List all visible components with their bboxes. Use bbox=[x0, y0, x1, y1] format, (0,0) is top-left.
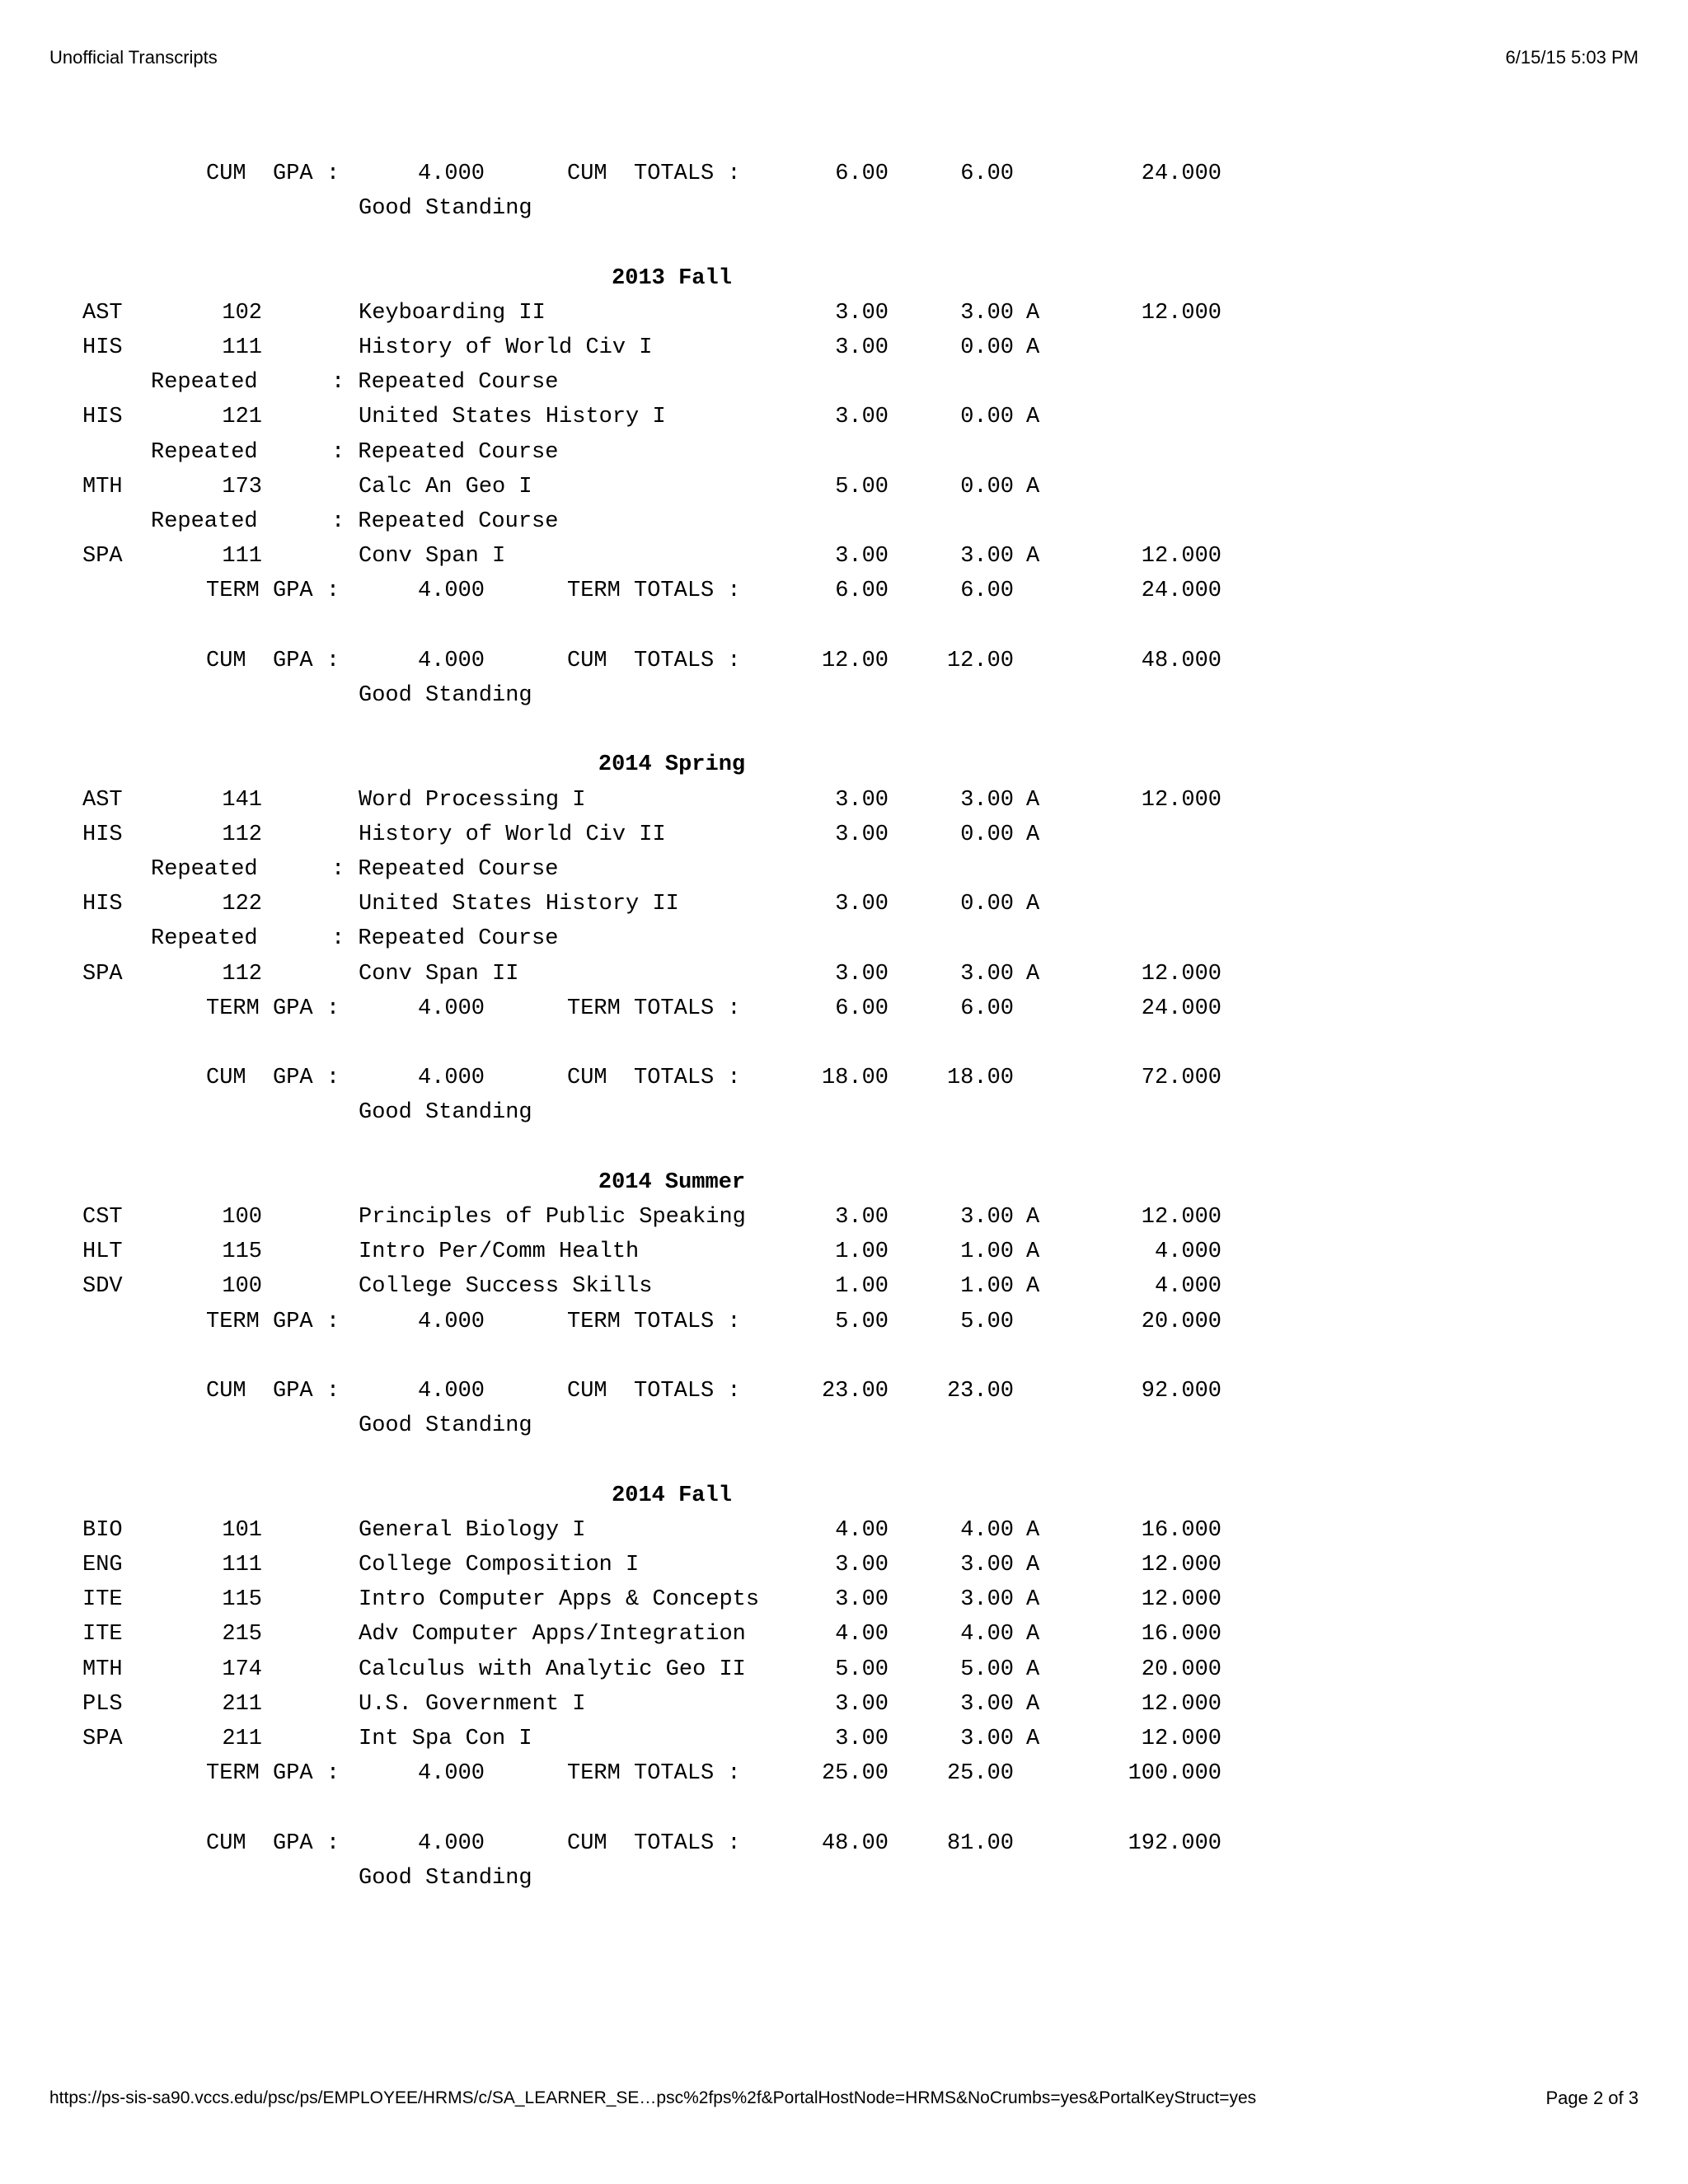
course-subject: ENG bbox=[82, 1553, 123, 1577]
course-subject: AST bbox=[82, 787, 123, 813]
course-subject: ITE bbox=[82, 1587, 123, 1613]
course-number: 101 bbox=[222, 1517, 262, 1543]
term-totals-row bbox=[0, 991, 1688, 1026]
course-attempted: 3.00 bbox=[835, 335, 889, 360]
course-number: 121 bbox=[222, 405, 262, 430]
blank-line bbox=[0, 713, 1688, 748]
term-heading bbox=[0, 261, 1688, 296]
cum-gpa-label: CUM GPA : bbox=[206, 648, 340, 673]
course-subject: BIO bbox=[82, 1517, 123, 1543]
course-subject: HLT bbox=[82, 1240, 123, 1265]
course-attempted: 3.00 bbox=[835, 544, 889, 569]
term-name: 2014 Summer bbox=[598, 1169, 746, 1195]
repeated-note bbox=[0, 365, 1688, 400]
course-row bbox=[0, 783, 1688, 818]
course-row bbox=[0, 296, 1688, 330]
academic-standing: Good Standing bbox=[359, 1413, 532, 1439]
course-title: Word Processing I bbox=[359, 787, 586, 813]
course-grade: A bbox=[1026, 1587, 1040, 1613]
course-points: 12.000 bbox=[1141, 1727, 1221, 1751]
course-grade: A bbox=[1026, 892, 1040, 917]
cum-earned: 18.00 bbox=[946, 1066, 1014, 1091]
course-subject: HIS bbox=[82, 405, 123, 430]
academic-standing-row bbox=[0, 1861, 1688, 1896]
course-grade: A bbox=[1026, 544, 1040, 569]
course-earned: 3.00 bbox=[960, 1691, 1014, 1717]
cum-points: 24.000 bbox=[1141, 162, 1221, 186]
cumulative-totals-row bbox=[0, 1374, 1688, 1408]
course-row bbox=[0, 1687, 1688, 1722]
blank-line bbox=[0, 1791, 1688, 1825]
course-row bbox=[0, 1548, 1688, 1582]
course-number: 112 bbox=[222, 961, 262, 987]
course-number: 141 bbox=[222, 787, 262, 813]
term-totals-label: TERM TOTALS : bbox=[567, 1309, 741, 1334]
course-title: Principles of Public Speaking bbox=[359, 1205, 746, 1230]
course-row bbox=[0, 887, 1688, 921]
term-attempted: 25.00 bbox=[821, 1761, 889, 1787]
term-totals-row bbox=[0, 574, 1688, 608]
cum-attempted: 48.00 bbox=[821, 1830, 889, 1856]
page-header-title: Unofficial Transcripts bbox=[49, 47, 218, 68]
course-grade: A bbox=[1026, 1274, 1040, 1300]
repeated-note bbox=[0, 435, 1688, 470]
term-gpa-value: 4.000 bbox=[417, 1309, 485, 1334]
course-row bbox=[0, 818, 1688, 852]
term-attempted: 6.00 bbox=[835, 579, 889, 604]
course-attempted: 3.00 bbox=[835, 300, 889, 326]
course-grade: A bbox=[1026, 787, 1040, 813]
course-subject: SPA bbox=[82, 961, 123, 987]
cum-gpa-value: 4.000 bbox=[417, 648, 485, 673]
cum-earned: 12.00 bbox=[946, 648, 1014, 673]
cumulative-totals-row bbox=[0, 1826, 1688, 1861]
page-footer-page-number: Page 2 of 3 bbox=[1545, 2088, 1639, 2108]
course-earned: 1.00 bbox=[960, 1274, 1014, 1300]
cumulative-totals-row bbox=[0, 644, 1688, 678]
blank-line bbox=[0, 1339, 1688, 1374]
course-earned: 3.00 bbox=[960, 1587, 1014, 1613]
course-subject: MTH bbox=[82, 474, 123, 499]
course-points: 12.000 bbox=[1141, 1205, 1221, 1230]
cum-earned: 6.00 bbox=[960, 162, 1014, 186]
course-points: 12.000 bbox=[1141, 1553, 1221, 1577]
course-grade: A bbox=[1026, 1622, 1040, 1647]
course-subject: ITE bbox=[82, 1622, 123, 1647]
course-points: 20.000 bbox=[1141, 1657, 1221, 1682]
course-points: 12.000 bbox=[1141, 544, 1221, 569]
course-row bbox=[0, 1513, 1688, 1548]
course-attempted: 1.00 bbox=[835, 1240, 889, 1265]
term-points: 100.000 bbox=[1128, 1761, 1221, 1787]
course-number: 115 bbox=[222, 1587, 262, 1613]
repeated-label: Repeated bbox=[151, 509, 258, 534]
course-title: College Success Skills bbox=[359, 1274, 653, 1300]
course-title: Keyboarding II bbox=[359, 300, 546, 326]
blank-line bbox=[0, 609, 1688, 644]
term-totals-label: TERM TOTALS : bbox=[567, 996, 741, 1021]
academic-standing-row bbox=[0, 1408, 1688, 1443]
course-subject: MTH bbox=[82, 1657, 123, 1682]
term-gpa-label: TERM GPA : bbox=[206, 996, 340, 1021]
repeated-note bbox=[0, 504, 1688, 539]
course-grade: A bbox=[1026, 1517, 1040, 1543]
cum-points: 192.000 bbox=[1128, 1830, 1221, 1856]
term-name: 2014 Fall bbox=[612, 1483, 732, 1508]
blank-line bbox=[0, 1443, 1688, 1478]
term-heading bbox=[0, 748, 1688, 782]
course-row bbox=[0, 330, 1688, 365]
academic-standing: Good Standing bbox=[359, 1865, 532, 1891]
course-earned: 3.00 bbox=[960, 787, 1014, 813]
course-subject: SPA bbox=[82, 544, 123, 569]
course-grade: A bbox=[1026, 1205, 1040, 1230]
academic-standing-row bbox=[0, 1095, 1688, 1130]
course-points: 16.000 bbox=[1141, 1517, 1221, 1543]
course-subject: AST bbox=[82, 300, 123, 326]
repeated-label: Repeated bbox=[151, 370, 258, 396]
term-gpa-label: TERM GPA : bbox=[206, 1761, 340, 1787]
course-subject: HIS bbox=[82, 335, 123, 360]
course-row bbox=[0, 1652, 1688, 1687]
repeated-description: : Repeated Course bbox=[331, 926, 559, 952]
cum-earned: 23.00 bbox=[946, 1379, 1014, 1404]
course-title: United States History I bbox=[359, 405, 666, 430]
course-points: 4.000 bbox=[1154, 1274, 1221, 1300]
academic-standing: Good Standing bbox=[359, 683, 532, 708]
cum-gpa-label: CUM GPA : bbox=[206, 1379, 340, 1404]
course-attempted: 1.00 bbox=[835, 1274, 889, 1300]
cum-gpa-value: 4.000 bbox=[417, 1066, 485, 1091]
course-number: 102 bbox=[222, 300, 262, 326]
cum-gpa-value: 4.000 bbox=[417, 1379, 485, 1404]
course-subject: HIS bbox=[82, 822, 123, 847]
course-row bbox=[0, 1200, 1688, 1235]
cum-gpa-label: CUM GPA : bbox=[206, 1830, 340, 1856]
cum-gpa-value: 4.000 bbox=[417, 1830, 485, 1856]
repeated-label: Repeated bbox=[151, 857, 258, 882]
term-gpa-label: TERM GPA : bbox=[206, 1309, 340, 1334]
cum-totals-label: CUM TOTALS : bbox=[567, 1830, 741, 1856]
course-points: 12.000 bbox=[1141, 961, 1221, 987]
term-gpa-value: 4.000 bbox=[417, 579, 485, 604]
cum-attempted: 23.00 bbox=[821, 1379, 889, 1404]
course-grade: A bbox=[1026, 822, 1040, 847]
course-earned: 4.00 bbox=[960, 1517, 1014, 1543]
academic-standing: Good Standing bbox=[359, 196, 532, 222]
course-row bbox=[0, 539, 1688, 574]
course-row bbox=[0, 470, 1688, 504]
course-number: 211 bbox=[222, 1691, 262, 1717]
course-attempted: 4.00 bbox=[835, 1517, 889, 1543]
course-title: Calc An Geo I bbox=[359, 474, 532, 499]
course-attempted: 3.00 bbox=[835, 892, 889, 917]
course-grade: A bbox=[1026, 405, 1040, 430]
course-row bbox=[0, 400, 1688, 434]
cum-totals-label: CUM TOTALS : bbox=[567, 648, 741, 673]
cum-gpa-value: 4.000 bbox=[417, 162, 485, 186]
term-gpa-label: TERM GPA : bbox=[206, 579, 340, 604]
term-totals-label: TERM TOTALS : bbox=[567, 1761, 741, 1787]
course-earned: 4.00 bbox=[960, 1622, 1014, 1647]
course-subject: PLS bbox=[82, 1691, 123, 1717]
repeated-label: Repeated bbox=[151, 439, 258, 465]
course-title: Int Spa Con I bbox=[359, 1727, 532, 1751]
term-attempted: 5.00 bbox=[835, 1309, 889, 1334]
course-earned: 3.00 bbox=[960, 1553, 1014, 1577]
cum-earned: 81.00 bbox=[946, 1830, 1014, 1856]
course-attempted: 3.00 bbox=[835, 822, 889, 847]
course-number: 115 bbox=[222, 1240, 262, 1265]
cum-gpa-label: CUM GPA : bbox=[206, 1066, 340, 1091]
cum-attempted: 18.00 bbox=[821, 1066, 889, 1091]
course-attempted: 3.00 bbox=[835, 1587, 889, 1613]
term-points: 24.000 bbox=[1141, 579, 1221, 604]
course-earned: 3.00 bbox=[960, 300, 1014, 326]
repeated-description: : Repeated Course bbox=[331, 857, 559, 882]
course-number: 173 bbox=[222, 474, 262, 499]
course-row bbox=[0, 1617, 1688, 1652]
course-grade: A bbox=[1026, 961, 1040, 987]
term-gpa-value: 4.000 bbox=[417, 1761, 485, 1787]
course-grade: A bbox=[1026, 474, 1040, 499]
repeated-note bbox=[0, 921, 1688, 956]
cum-totals-label: CUM TOTALS : bbox=[567, 1066, 741, 1091]
cumulative-totals-row bbox=[0, 157, 1688, 191]
cum-attempted: 6.00 bbox=[835, 162, 889, 186]
page-footer-url: https://ps-sis-sa90.vccs.edu/psc/ps/EMPLOYEE/HRMS/c/SA_LEARNER_SE…psc%2fps%2f&PortalHostNode=HRMS&NoCrumbs=yes&PortalKeyStruct=yes bbox=[49, 2088, 1257, 2107]
term-name: 2013 Fall bbox=[612, 265, 732, 291]
term-name: 2014 Spring bbox=[598, 752, 746, 778]
course-attempted: 5.00 bbox=[835, 1657, 889, 1682]
course-grade: A bbox=[1026, 335, 1040, 360]
repeated-description: : Repeated Course bbox=[331, 370, 559, 396]
course-title: Adv Computer Apps/Integration bbox=[359, 1622, 746, 1647]
course-title: Conv Span I bbox=[359, 544, 506, 569]
course-row bbox=[0, 1235, 1688, 1269]
course-attempted: 3.00 bbox=[835, 787, 889, 813]
academic-standing: Good Standing bbox=[359, 1100, 532, 1126]
course-grade: A bbox=[1026, 1691, 1040, 1717]
blank-line bbox=[0, 1131, 1688, 1165]
course-row bbox=[0, 957, 1688, 991]
cum-attempted: 12.00 bbox=[821, 648, 889, 673]
course-number: 211 bbox=[222, 1727, 262, 1751]
course-title: Intro Per/Comm Health bbox=[359, 1240, 640, 1265]
course-title: Conv Span II bbox=[359, 961, 519, 987]
cumulative-totals-row bbox=[0, 1061, 1688, 1095]
course-earned: 0.00 bbox=[960, 822, 1014, 847]
term-earned: 5.00 bbox=[960, 1309, 1014, 1334]
course-subject: HIS bbox=[82, 892, 123, 917]
repeated-description: : Repeated Course bbox=[331, 439, 559, 465]
course-points: 12.000 bbox=[1141, 1587, 1221, 1613]
term-earned: 25.00 bbox=[946, 1761, 1014, 1787]
course-number: 215 bbox=[222, 1622, 262, 1647]
term-earned: 6.00 bbox=[960, 996, 1014, 1021]
course-title: Intro Computer Apps & Concepts bbox=[359, 1587, 760, 1613]
course-earned: 5.00 bbox=[960, 1657, 1014, 1682]
course-earned: 3.00 bbox=[960, 1205, 1014, 1230]
course-title: History of World Civ II bbox=[359, 822, 666, 847]
repeated-description: : Repeated Course bbox=[331, 509, 559, 534]
course-number: 100 bbox=[222, 1205, 262, 1230]
course-points: 12.000 bbox=[1141, 300, 1221, 326]
blank-line bbox=[0, 226, 1688, 260]
cum-points: 48.000 bbox=[1141, 648, 1221, 673]
course-number: 174 bbox=[222, 1657, 262, 1682]
repeated-note bbox=[0, 852, 1688, 887]
course-title: Calculus with Analytic Geo II bbox=[359, 1657, 746, 1682]
course-earned: 3.00 bbox=[960, 1727, 1014, 1751]
term-totals-label: TERM TOTALS : bbox=[567, 579, 741, 604]
course-number: 111 bbox=[222, 335, 262, 360]
course-earned: 0.00 bbox=[960, 474, 1014, 499]
course-number: 122 bbox=[222, 892, 262, 917]
term-earned: 6.00 bbox=[960, 579, 1014, 604]
course-earned: 0.00 bbox=[960, 335, 1014, 360]
course-grade: A bbox=[1026, 1657, 1040, 1682]
cum-points: 72.000 bbox=[1141, 1066, 1221, 1091]
course-grade: A bbox=[1026, 1727, 1040, 1751]
course-points: 12.000 bbox=[1141, 1691, 1221, 1717]
academic-standing-row bbox=[0, 191, 1688, 226]
term-points: 20.000 bbox=[1141, 1309, 1221, 1334]
cum-totals-label: CUM TOTALS : bbox=[567, 162, 741, 186]
course-row bbox=[0, 1722, 1688, 1756]
course-earned: 3.00 bbox=[960, 961, 1014, 987]
course-attempted: 3.00 bbox=[835, 405, 889, 430]
course-title: U.S. Government I bbox=[359, 1691, 586, 1717]
course-grade: A bbox=[1026, 1553, 1040, 1577]
course-earned: 0.00 bbox=[960, 892, 1014, 917]
course-earned: 0.00 bbox=[960, 405, 1014, 430]
page-header-datetime: 6/15/15 5:03 PM bbox=[1505, 47, 1639, 68]
cum-gpa-label: CUM GPA : bbox=[206, 162, 340, 186]
course-attempted: 3.00 bbox=[835, 961, 889, 987]
course-title: United States History II bbox=[359, 892, 679, 917]
course-attempted: 3.00 bbox=[835, 1691, 889, 1717]
course-subject: SDV bbox=[82, 1274, 123, 1300]
cum-totals-label: CUM TOTALS : bbox=[567, 1379, 741, 1404]
course-earned: 1.00 bbox=[960, 1240, 1014, 1265]
course-number: 100 bbox=[222, 1274, 262, 1300]
course-points: 12.000 bbox=[1141, 787, 1221, 813]
course-subject: CST bbox=[82, 1205, 123, 1230]
course-number: 111 bbox=[222, 1553, 262, 1577]
term-totals-row bbox=[0, 1305, 1688, 1339]
course-earned: 3.00 bbox=[960, 544, 1014, 569]
course-attempted: 3.00 bbox=[835, 1205, 889, 1230]
academic-standing-row bbox=[0, 678, 1688, 713]
course-subject: SPA bbox=[82, 1727, 123, 1751]
course-points: 4.000 bbox=[1154, 1240, 1221, 1265]
course-number: 111 bbox=[222, 544, 262, 569]
blank-line bbox=[0, 1026, 1688, 1061]
course-title: General Biology I bbox=[359, 1517, 586, 1543]
course-attempted: 5.00 bbox=[835, 474, 889, 499]
term-heading bbox=[0, 1165, 1688, 1200]
term-gpa-value: 4.000 bbox=[417, 996, 485, 1021]
course-grade: A bbox=[1026, 300, 1040, 326]
course-attempted: 4.00 bbox=[835, 1622, 889, 1647]
repeated-label: Repeated bbox=[151, 926, 258, 952]
course-row bbox=[0, 1582, 1688, 1617]
course-title: History of World Civ I bbox=[359, 335, 653, 360]
term-attempted: 6.00 bbox=[835, 996, 889, 1021]
term-totals-row bbox=[0, 1756, 1688, 1791]
term-points: 24.000 bbox=[1141, 996, 1221, 1021]
course-title: College Composition I bbox=[359, 1553, 640, 1577]
course-points: 16.000 bbox=[1141, 1622, 1221, 1647]
course-attempted: 3.00 bbox=[835, 1553, 889, 1577]
term-heading bbox=[0, 1479, 1688, 1513]
course-number: 112 bbox=[222, 822, 262, 847]
course-attempted: 3.00 bbox=[835, 1727, 889, 1751]
course-grade: A bbox=[1026, 1240, 1040, 1265]
cum-points: 92.000 bbox=[1141, 1379, 1221, 1404]
course-row bbox=[0, 1269, 1688, 1304]
